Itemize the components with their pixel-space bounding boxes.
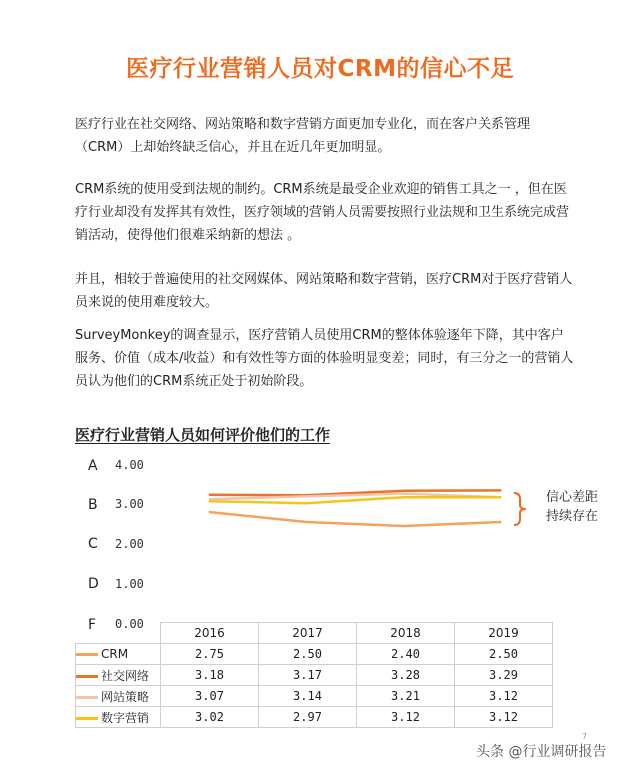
table-cell: 3.28 [357, 665, 455, 686]
year-header: 2016 [161, 623, 259, 644]
brace-icon [510, 491, 532, 527]
grade-label-f: F [88, 617, 97, 633]
y-tick-label: 4.00 [115, 458, 144, 472]
legend-swatch [76, 717, 98, 720]
year-header: 2017 [259, 623, 357, 644]
table-cell: 3.02 [161, 707, 259, 728]
series-label: 社交网络 [101, 668, 150, 683]
watermark-text: 头条 @行业调研报告 [476, 744, 607, 760]
table-cell: 2.40 [357, 644, 455, 665]
table-cell: 3.14 [259, 686, 357, 707]
table-corner [76, 623, 161, 644]
series-label: CRM [101, 647, 129, 661]
gap-annotation: 信心差距持续存在 [545, 490, 598, 524]
line-chart [160, 458, 550, 624]
data-table [75, 622, 553, 728]
paragraph-crm-confidence: 医疗行业在社交网络、网站策略和数字营销方面更加专业化，而在客户关系管理（CRM）上却始终缺乏信心，并且在近几年更加明显。 [75, 117, 531, 155]
table-row [76, 644, 553, 665]
legend-swatch [76, 696, 98, 699]
page-title: 医疗行业营销人员对CRM的信心不足 [126, 56, 514, 82]
table-cell: 2.50 [259, 644, 357, 665]
year-header: 2019 [455, 623, 553, 644]
paragraph-regulation: CRM系统的使用受到法规的制约。CRM系统是最受企业欢迎的销售工具之一 ，但在医疗行业却没有发挥其有效性，医疗领域的营销人员需要按照行业法规和卫生系统完成营销活动，使得他们很难采纳新的想法 。 [75, 182, 570, 243]
legend-social [76, 665, 161, 686]
chart-title: 医疗行业营销人员如何评价他们的工作 [75, 426, 331, 444]
y-tick-label: 3.00 [115, 497, 144, 511]
grade-label-c: C [88, 536, 98, 552]
grade-label-b: B [88, 497, 98, 513]
table-cell: 2.97 [259, 707, 357, 728]
table-cell: 3.12 [455, 707, 553, 728]
series-label: 网站策略 [101, 689, 150, 704]
series-label: 数字营销 [101, 710, 150, 725]
paragraph-survey: SurveyMonkey的调查显示，医疗营销人员使用CRM的整体体验逐年下降，其中客户服务、价值（成本/收益）和有效性等方面的体验明显变差；同时，有三分之一的营销人员认为他们的CRM系统正处于初始阶段。 [75, 328, 574, 389]
table-cell: 3.29 [455, 665, 553, 686]
legend-website [76, 686, 161, 707]
grade-label-d: D [88, 576, 99, 592]
table-row [76, 686, 553, 707]
table-cell: 3.12 [455, 686, 553, 707]
legend-swatch [76, 675, 98, 678]
paragraph-difficulty: 并且，相较于普遍使用的社交网媒体、网站策略和数字营销，医疗CRM对于医疗营销人员来说的使用难度较大。 [75, 272, 573, 310]
table-cell: 2.50 [455, 644, 553, 665]
page-number: 7 [582, 732, 588, 741]
table-cell: 3.18 [161, 665, 259, 686]
legend-swatch [76, 653, 98, 656]
table-cell: 2.75 [161, 644, 259, 665]
legend-digital [76, 707, 161, 728]
table-cell: 3.12 [357, 707, 455, 728]
series-line-1 [209, 512, 502, 526]
table-row [76, 665, 553, 686]
table-cell: 3.17 [259, 665, 357, 686]
y-tick-label: 2.00 [115, 537, 144, 551]
table-row [76, 707, 553, 728]
table-cell: 3.21 [357, 686, 455, 707]
year-header: 2018 [357, 623, 455, 644]
y-tick-label: 0.00 [115, 617, 144, 631]
grade-label-a: A [88, 458, 98, 474]
table-cell: 3.07 [161, 686, 259, 707]
y-tick-label: 1.00 [115, 577, 144, 591]
legend-crm [76, 644, 161, 665]
